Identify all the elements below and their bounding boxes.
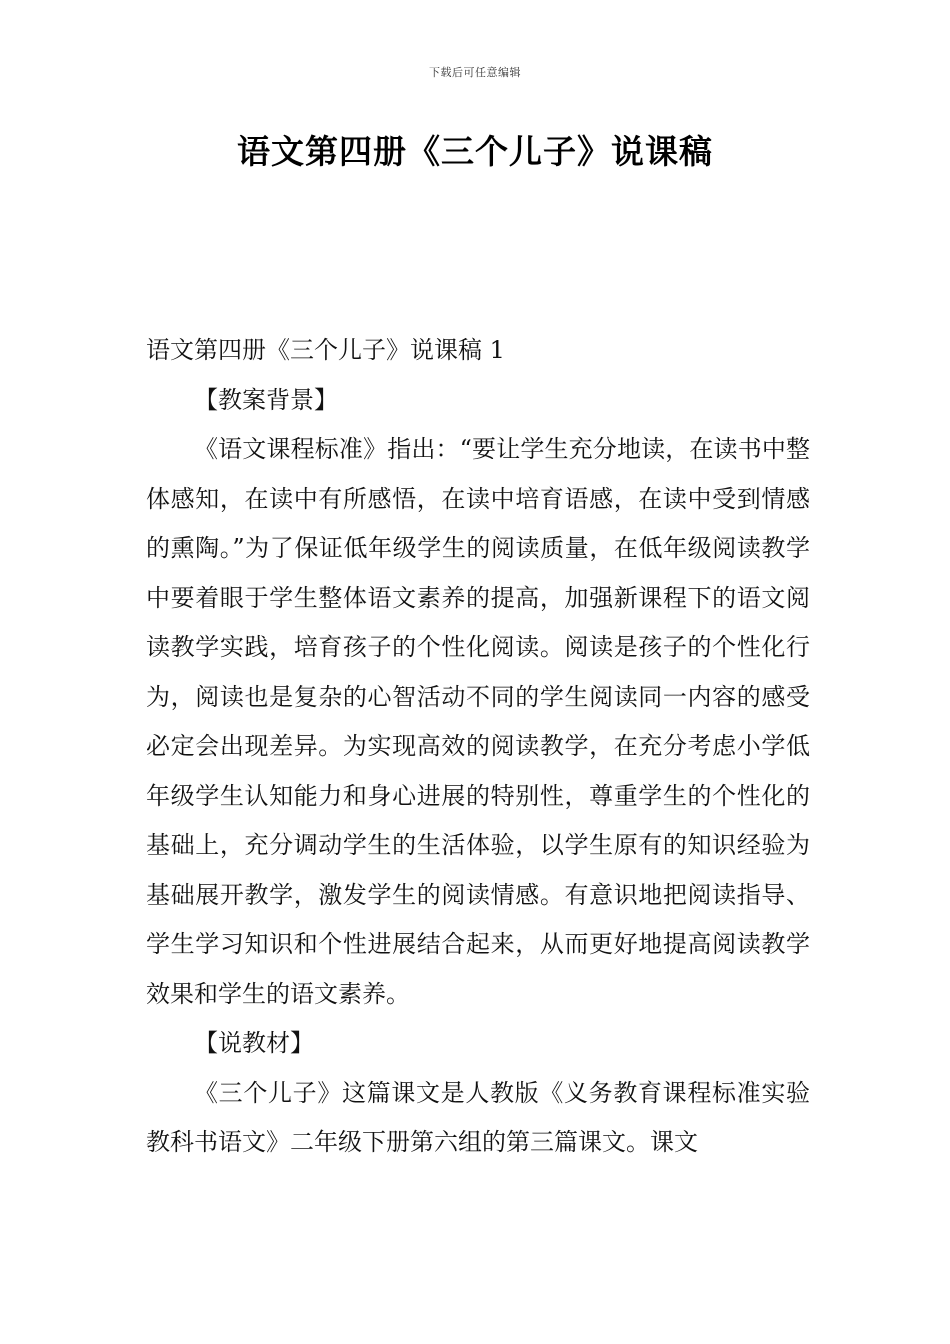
document-title: 语文第四册《三个儿子》说课稿 bbox=[237, 132, 713, 171]
section-heading-textbook: 【说教材】 bbox=[194, 1029, 314, 1057]
document-subtitle: 语文第四册《三个儿子》说课稿 1 bbox=[146, 336, 505, 364]
section-paragraph-textbook: 《三个儿子》这篇课文是人教版《义务教育课程标准实验教科书语文》二年级下册第六组的第三篇课文。课文 bbox=[146, 1078, 810, 1156]
header-note: 下载后可任意编辑 bbox=[429, 66, 521, 79]
section-paragraph-background: 《语文课程标准》指出：“要让学生充分地读，在读书中整体感知，在读中有所感悟，在读中培育语感，在读中受到情感的熏陶。”为了保证低年级学生的阅读质量，在低年级阅读教学中要着眼于学生整体语文素养的提高，加强新课程下的语文阅读教学实践，培育孩子的个性化阅读。阅读是孩子的个性化行为，阅读也是复杂的心智活动不同的学生阅读同一内容的感受必定会出现差异。为实现高效的阅读教学，在充分考虑小学低年级学生认知能力和身心进展的特别性，尊重学生的个性化的基础上，充分调动学生的生活体验，以学生原有的知识经验为基础展开教学，激发学生的阅读情感。有意识地把阅读指导、学生学习知识和个性进展结合起来，从而更好地提高阅读教学效果和学生的语文素养。 bbox=[146, 435, 810, 1008]
section-heading-background: 【教案背景】 bbox=[194, 385, 338, 414]
document-body bbox=[146, 326, 810, 1168]
